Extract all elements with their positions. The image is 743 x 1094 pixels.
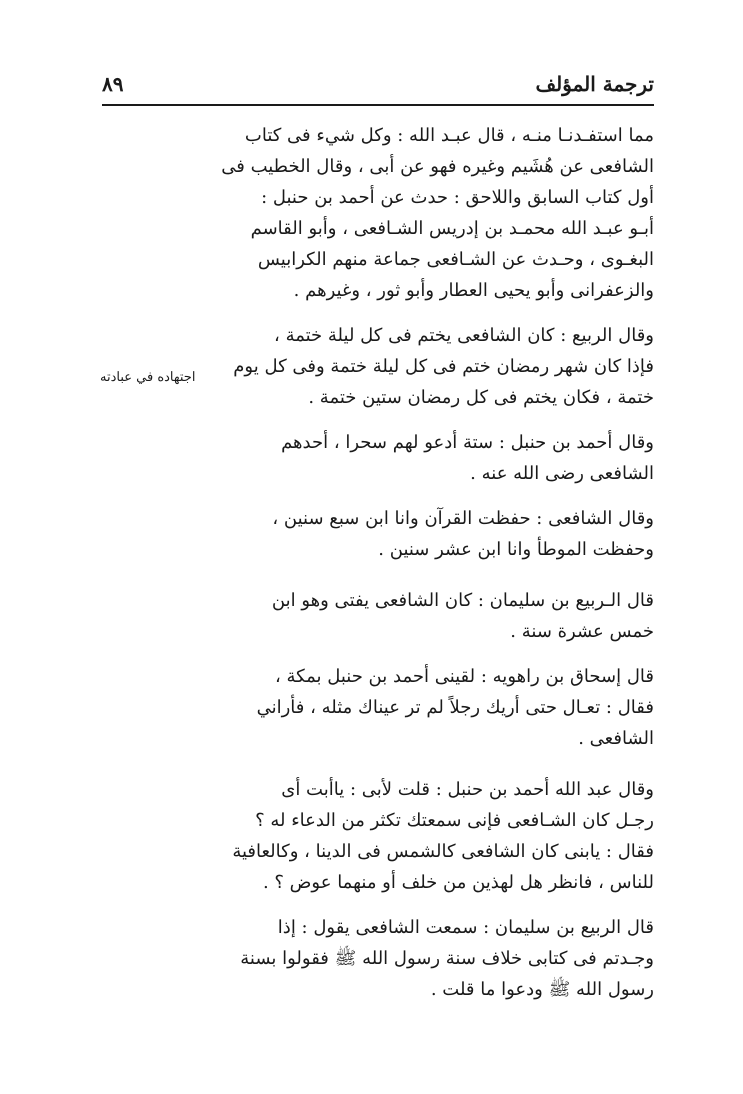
text-line: أول كتاب السابق واللاحق : حدث عن أحمد بن حنبل : (261, 187, 654, 208)
text-line: فإذا كان شهر رمضان ختم فى كل ليلة ختمة وفى كل يوم (233, 356, 654, 377)
page-header (102, 70, 654, 106)
text-line: مما استفـدنـا منـه ، قال عبـد الله : وكل شيء فى كتاب (244, 125, 654, 146)
text-line: وقال الشافعى : حفظت القرآن وانا ابن سبع سنين ، (272, 508, 654, 529)
text-line: ختمة ، فكان يختم فى كل رمضان ستين ختمة . (308, 387, 654, 408)
text-line: قال الربيع بن سليمان : سمعت الشافعى يقول : إذا (277, 917, 654, 938)
text-line: قال إسحاق بن راهويه : لقينى أحمد بن حنبل بمكة ، (274, 666, 654, 687)
text-line: وحفظت الموطأ وانا ابن عشر سنين . (378, 539, 654, 560)
text-line: البغـوى ، وحـدث عن الشـافعى جماعة منهم الكرابيس (257, 249, 654, 270)
text-line: رجـل كان الشـافعى فإنى سمعتك تكثر من الدعاء له ؟ (255, 810, 654, 831)
margin-note: اجتهاده في عبادته (100, 370, 196, 385)
paragraph (228, 503, 654, 565)
text-line: والزعفرانى وأبو يحيى العطار وأبو ثور ، وغيرهم . (293, 280, 654, 301)
body-text (221, 120, 654, 1005)
paragraph (228, 774, 654, 898)
text-line: وقال الربيع : كان الشافعى يختم فى كل ليلة ختمة ، (274, 325, 654, 346)
text-line: فقال : تعـال حتى أريك رجلاً لم تر عيناك مثله ، فأراني (256, 697, 654, 718)
text-line: فقال : يابنى كان الشافعى كالشمس فى الدينا ، وكالعافية (232, 841, 654, 862)
text-line: رسول الله ﷺ ودعوا ما قلت . (430, 979, 654, 1000)
paragraph (228, 661, 654, 754)
text-line: خمس عشرة سنة . (510, 621, 654, 642)
text-line: وجـدتم فى كتابى خلاف سنة رسول الله ﷺ فقولوا بسنة (240, 948, 654, 969)
text-line: الشافعى عن هُشَيم وغيره فهو عن أبى ، وقال الخطيب فى (221, 156, 654, 177)
paragraph (228, 427, 654, 489)
text-line: قال الـربيع بن سليمان : كان الشافعى يفتى وهو ابن (271, 590, 654, 611)
running-title: ترجمة المؤلف (535, 72, 654, 96)
paragraph (221, 120, 654, 306)
paragraph (228, 320, 654, 413)
page-number: ٨٩ (102, 72, 124, 96)
text-line: وقال أحمد بن حنبل : ستة أدعو لهم سحرا ، أحدهم (281, 432, 654, 453)
text-line: وقال عبد الله أحمد بن حنبل : قلت لأبى : ياأبت أى (281, 779, 654, 800)
text-line: للناس ، فانظر هل لهذين من خلف أو منهما عوض ؟ . (262, 872, 654, 893)
text-line: أبـو عبـد الله محمـد بن إدريس الشـافعى ، وأبو القاسم (250, 218, 654, 239)
paragraph (228, 912, 654, 1005)
text-line: الشافعى . (578, 728, 654, 749)
text-line: الشافعى رضى الله عنه . (470, 463, 654, 484)
paragraph (228, 585, 654, 647)
